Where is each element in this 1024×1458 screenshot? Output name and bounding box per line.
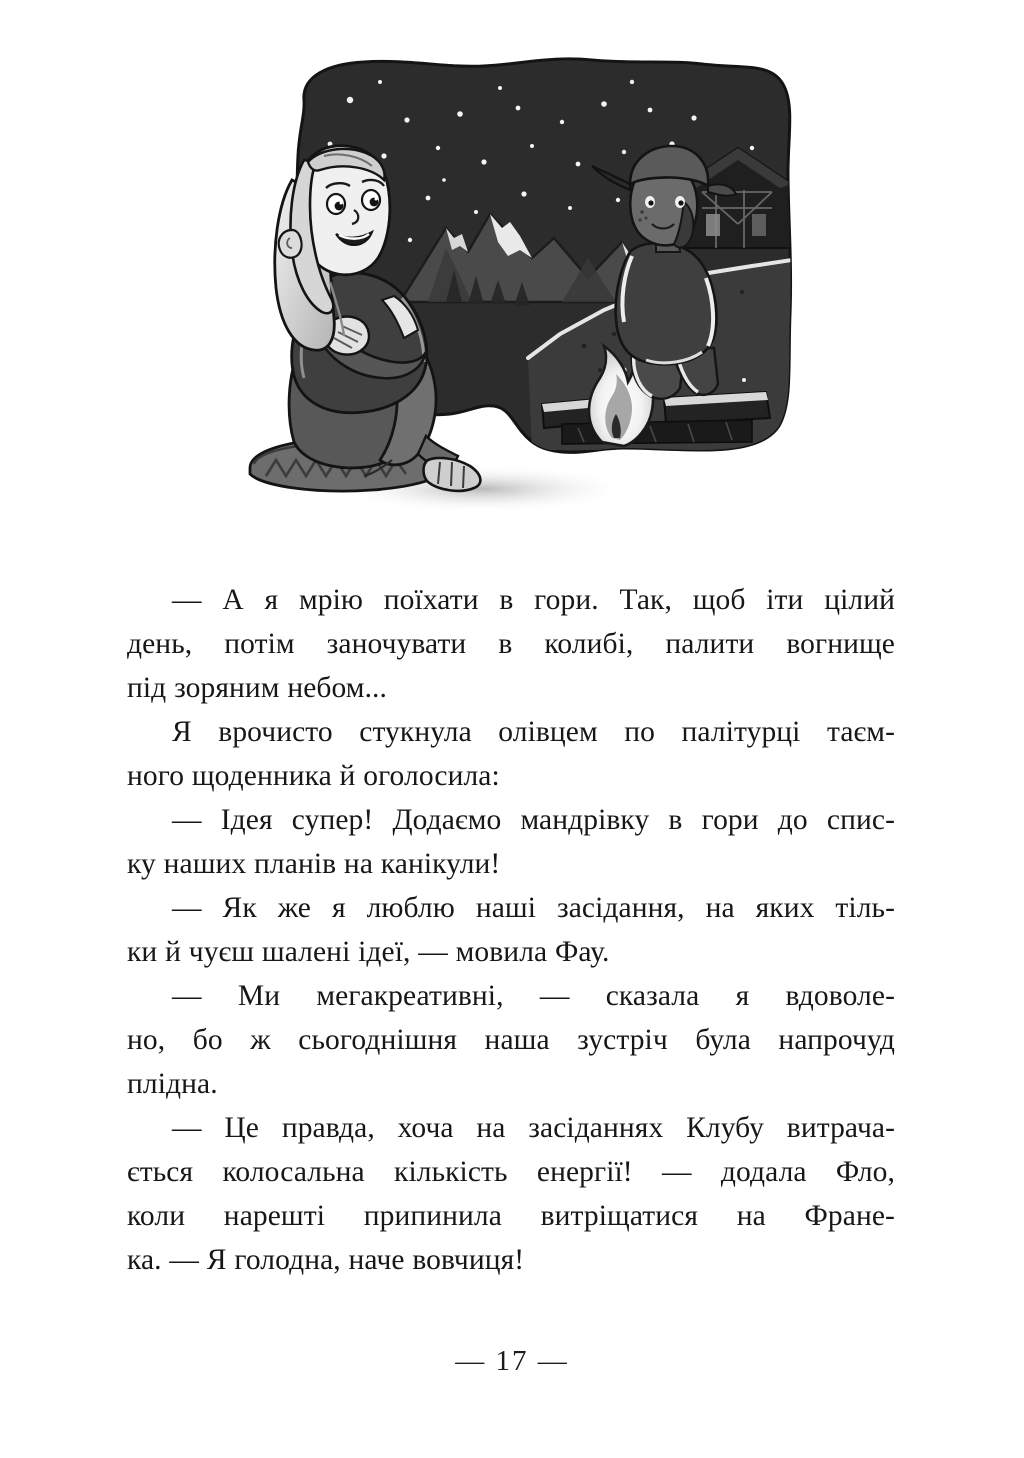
paragraph-6 [127,1106,895,1282]
paragraph-1 [127,578,895,710]
text-line: коли нарешті припинила витріщатися на Фране- [127,1200,895,1232]
text-line: ється колосальна кількість енергії! — додала Фло, [127,1156,895,1188]
paragraph-2 [127,710,895,798]
sandal [424,458,481,491]
text-line: ка. — Я голодна, наче вовчиця! [127,1244,525,1276]
paragraph-5 [127,974,895,1106]
text-line: ку наших планів на канікули! [127,848,501,880]
paragraph-3 [127,798,895,886]
text-line: під зоряним небом... [127,672,388,704]
text-line: — А я мрію поїхати в гори. Так, щоб іти цілий [172,584,895,616]
page-number: — 17 — [455,1345,569,1377]
text-line: плідна. [127,1068,218,1100]
text-line: — Це правда, хоча на засіданнях Клубу витрача- [172,1112,895,1144]
text-line: ного щоденника й оголосила: [127,760,500,792]
body-text [127,578,895,1282]
text-line: — Ми мегакреативні, — сказала я вдоволе- [172,980,895,1012]
text-line: — Як же я люблю наші засідання, на яких тіль- [172,892,895,924]
text-line: ки й чуєш шалені ідеї, — мовила Фау. [127,936,610,968]
paragraph-4 [127,886,895,974]
text-line: — Ідея супер! Додаємо мандрівку в гори до спис- [172,804,895,836]
text-line: но, бо ж сьогоднішня наша зустріч була напрочуд [127,1024,895,1056]
text-line: день, потім заночувати в колибі, палити вогнище [127,628,895,660]
chapter-illustration [232,52,822,522]
text-line: Я врочисто стукнула олівцем по палітурці таєм- [172,716,895,748]
